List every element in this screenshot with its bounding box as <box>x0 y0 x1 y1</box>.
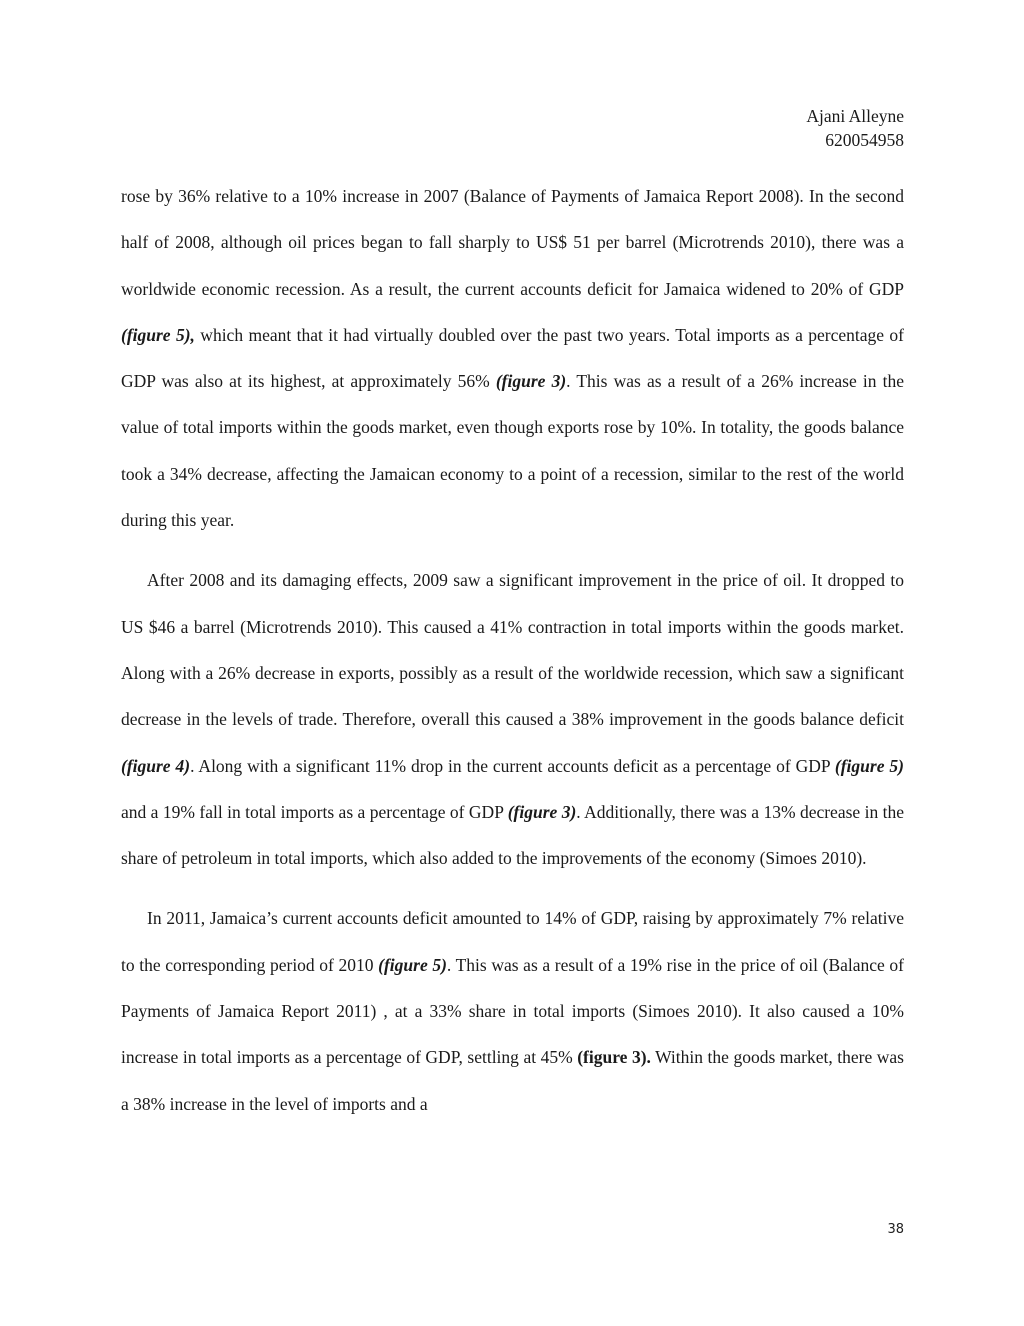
page-number: 38 <box>887 1222 904 1237</box>
paragraph-text: rose by 36% relative to a 10% increase in 2007 (Balance of Payments of Jamaica Report 2008). In the second half of 2008, although oil prices began to fall sharply to US$ 51 per barrel (Microtrends 2010), there was a worldwide economic recession. As a result, the current accounts deficit for Jamaica widened to 20% of GDP <box>121 186 904 299</box>
figure-reference: (figure 5) <box>378 954 447 975</box>
paragraph-text: and a 19% fall in total imports as a percentage of GDP <box>121 801 508 822</box>
figure-reference: (figure 5) <box>834 755 904 776</box>
figure-reference: (figure 4) <box>121 755 191 776</box>
paragraph <box>121 557 904 881</box>
page-header <box>806 104 904 152</box>
paragraph <box>121 895 904 1126</box>
figure-reference: (figure 3). <box>577 1047 651 1068</box>
paragraph-text: Within the goods market, there was a 38% increase in the level of imports and a <box>121 1047 904 1114</box>
author-name: Ajani Alleyne <box>806 106 904 126</box>
paragraph-text: After 2008 and its damaging effects, 2009 saw a significant improvement in the price of oil. It dropped to US $46 a barrel (Microtrends 2010). This caused a 41% contraction in total imports within the goods market. Along with a 26% decrease in exports, possibly as a result of the worldwide recession, which saw a significant decrease in the levels of trade. Therefore, overall this caused a 38% improvement in the goods balance deficit <box>121 570 904 730</box>
paragraph-text: which meant that it had virtually doubled over the past two years. Total imports as a percentage of GDP was also at its highest, at approximately 56% <box>121 324 904 392</box>
paragraph-text: . This was as a result of a 19% rise in the price of oil (Balance of Payments of Jamaica Report 2011) , at a 33% share in total imports (Simoes 2010). It also caused a 10% increase in total imports as a percentage of GDP, settling at 45% <box>121 954 904 1068</box>
paragraph-text: . Along with a significant 11% drop in the current accounts deficit as a percentage of GDP <box>190 755 835 776</box>
document-body <box>121 173 904 1127</box>
student-id: 620054958 <box>825 130 904 150</box>
paragraph-text: In 2011, Jamaica’s current accounts deficit amounted to 14% of GDP, raising by approximately 7% relative to the corresponding period of 2010 <box>121 908 904 975</box>
paragraph-text: . Additionally, there was a 13% decrease in the share of petroleum in total imports, which also added to the improvements of the economy (Simoes 2010). <box>121 801 904 869</box>
paragraph <box>121 173 904 543</box>
paragraph-text: . This was as a result of a 26% increase in the value of total imports within the goods market, even though exports rose by 10%. In totality, the goods balance took a 34% decrease, affecting the Jamaican economy to a point of a recession, similar to the rest of the world during this year. <box>121 371 904 531</box>
figure-reference: (figure 5), <box>121 324 195 345</box>
figure-reference: (figure 3) <box>507 801 577 822</box>
figure-reference: (figure 3) <box>495 371 567 392</box>
